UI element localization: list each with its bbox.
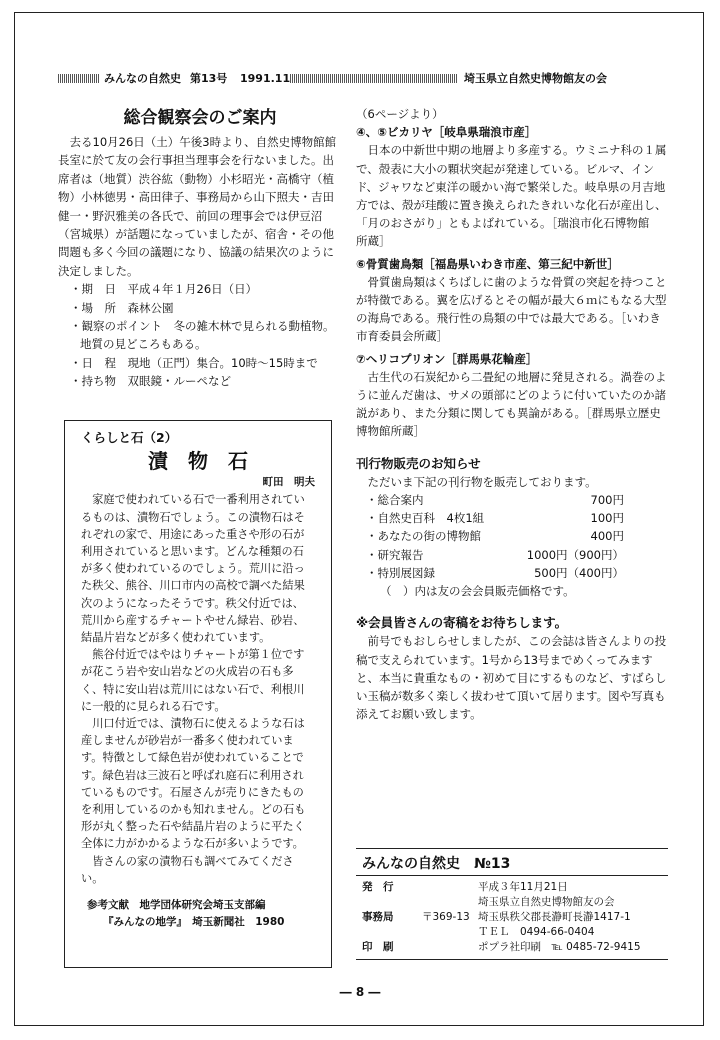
right-column bbox=[356, 105, 668, 724]
article-title: 総合観察会のご案内 bbox=[123, 108, 277, 128]
entry-heading: ⑦ヘリコプリオン［群馬県花輪産］ bbox=[356, 351, 538, 366]
colophon-row: 埼玉県立自然史博物館友の会 bbox=[478, 896, 615, 908]
essay-paragraph: 家庭で使われている石で一番利用されているものは、漬物石でしょう。この漬物石はそれぞれの家で、用途にあった重さや形の石が利用されていると思います。どんな種類の石が多く使われているのでしょう。荒川に沿った秩父、熊谷、川口市内の高校で調べた結果次のようになったそうです。秩父付近では、荒川から産するチャートやせん緑岩、砂岩、結晶片岩などが多く使われています。 bbox=[81, 493, 305, 645]
left-column bbox=[58, 105, 342, 391]
entry-body: 古生代の石炭紀から二畳紀の地層に発見される。渦巻のように並んだ歯は、サメの頭部にどのように付いていたのか諸説があり、また分類に関しても異論がある。［群馬県立歴史博物館所蔵］ bbox=[356, 369, 667, 439]
sales-title: 刊行物販売のお知らせ bbox=[356, 455, 481, 471]
colophon-title: みんなの自然史 №13 bbox=[356, 848, 668, 876]
header-pattern-right bbox=[290, 74, 458, 83]
essay-reference-2: 『みんなの地学』 埼玉新聞社 1980 bbox=[103, 916, 285, 929]
header-pattern-left bbox=[58, 74, 100, 83]
sales-note: （ ）内は友の会会員販売価格です。 bbox=[380, 584, 575, 599]
entry-heading: ④、⑤ビカリヤ［岐阜県瑞浪市産］ bbox=[356, 125, 537, 140]
sales-item: ・特別展図録 500円（400円） bbox=[366, 565, 624, 580]
essay-paragraph: 熊谷付近ではやはりチャートが第１位ですが花こう岩や安山岩などの火成岩の石も多く、特に安山岩は荒川にはない石で、利根川に一般的に見られる石です。 bbox=[81, 648, 305, 713]
sales-item: ・研究報告 1000円（900円） bbox=[366, 547, 624, 562]
entry-body: 日本の中新世中期の地層より多産する。ウミニナ科の１属で、殻表に大小の顆状突起が発達している。ビルマ、インド、ジャワなど東洋の暖かい海で繁栄した。岐阜県の月吉地方では、殻が珪酸に置き換えられたきれいな化石が産出し、「月のおさがり」ともよばれている。［瑞浪市化石博物館 所蔵］ bbox=[356, 143, 667, 249]
page-number: ― 8 ― bbox=[339, 985, 381, 999]
sales-item: ・あなたの街の博物館 400円 bbox=[366, 529, 624, 544]
continued-note: （6ページより） bbox=[356, 107, 444, 121]
essay-reference-1: 参考文献 地学団体研究会埼玉支部編 bbox=[87, 899, 266, 912]
colophon-row: 事務局 〒369-13 埼玉県秩父郡長瀞町長瀞1417-1 bbox=[362, 911, 631, 923]
sales-item: ・自然史百科 4枚1組 100円 bbox=[366, 511, 624, 526]
colophon-row: 発 行 平成３年11月21日 bbox=[362, 881, 568, 893]
header-publisher: 埼玉県立自然史博物館友の会 bbox=[464, 72, 607, 85]
event-point: ・観察のポイント 冬の雑木林で見られる動植物。地質の見どころもある。 bbox=[70, 319, 335, 352]
essay-box bbox=[64, 420, 332, 968]
event-belongings: ・持ち物 双眼鏡・ルーペなど bbox=[70, 374, 231, 389]
sales-item: ・総合案内 700円 bbox=[366, 493, 624, 508]
colophon-row: ＴＥＬ 0494-66-0404 bbox=[478, 926, 595, 938]
essay-paragraph: 川口付近では、漬物石に使えるような石は産しませんが砂岩が一番多く使われています。特徴として緑色岩が使われていることです。緑色岩は三波石と呼ばれ庭石に利用されているものです。石屋さんが売りにきたものを利用しているのかも知れません。どの石も形が丸く整った石や結晶片岩のように平たく全体に力がかかるような石が多いようです。 bbox=[81, 717, 306, 851]
essay-author: 町田 明夫 bbox=[262, 476, 315, 489]
essay-series: くらしと石（2） bbox=[81, 430, 178, 445]
call-body: 前号でもおしらせしましたが、この会誌は皆さんよりの投稿で支えられています。1号から13号までめくってみますと、本当に貴重なもの・初めて目にするものなど、すばらしい玉稿が数多く楽しく拔わせて頂いて居ります。図や写真も添えてお願い致します。 bbox=[356, 634, 667, 722]
entry-body: 骨質歯鳥類はくちばしに歯のような骨質の突起を持つことが特徴である。翼を広げるとその幅が最大６ｍにもなる大型の海鳥である。飛行性の鳥類の中では最大である。［いわき市育委員会所蔵］ bbox=[356, 274, 667, 344]
article-paragraph: 去る10月26日（土）午後3時より、自然史博物館館長室に於て友の会行事担当理事会を行ないました。出席者は（地質）渋谷紘（動物）小杉昭光・高橋守（植物）小林徳男・高田律子、事務局から山下照夫・吉田健一・野沢雅美の各氏で、前回の理事会では伊豆沼（宮城県）が話題になっていましたが、宿舎・その他問題も多く今回の議題になり、協議の結果次のように決定しました。 bbox=[58, 135, 337, 278]
sales-intro: ただいま下記の刊行物を販売しております。 bbox=[367, 474, 597, 489]
header-issue: 第13号 bbox=[190, 72, 228, 85]
essay-paragraph: 皆さんの家の漬物石も調べてみてください。 bbox=[81, 854, 294, 885]
header-date: 1991.11 bbox=[240, 72, 291, 85]
entry-heading: ⑥骨質歯鳥類［福島県いわき市産、第三紀中新世］ bbox=[356, 256, 619, 271]
event-schedule: ・日 程 現地（正門）集合。10時～15時まで bbox=[70, 355, 318, 370]
colophon-row: 印 刷 ポプラ社印刷 ℡ 0485-72-9415 bbox=[362, 941, 641, 953]
essay-title: 漬 物 石 bbox=[148, 449, 248, 474]
event-place: ・場 所 森林公園 bbox=[70, 300, 174, 315]
header-series: みんなの自然史 bbox=[104, 72, 181, 85]
colophon bbox=[356, 848, 668, 960]
call-title: ※会員皆さんの寄稿をお待ちします。 bbox=[356, 615, 568, 631]
event-date: ・期 日 平成４年１月26日（日） bbox=[70, 282, 258, 297]
